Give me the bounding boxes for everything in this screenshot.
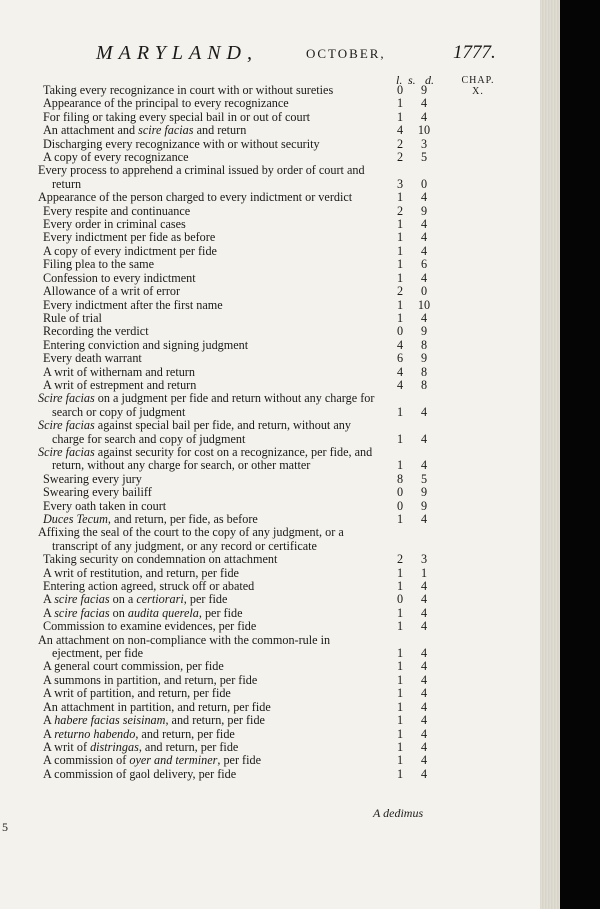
fee-item-text: Every respite and continuance: [43, 203, 191, 218]
fee-shillings: 0: [396, 485, 404, 500]
fee-pence: 10: [417, 123, 431, 138]
fee-shillings: 1: [396, 109, 404, 124]
fee-row: [0, 687, 540, 700]
fee-shillings: 1: [396, 190, 404, 205]
fee-row: [0, 714, 540, 727]
fee-row: [0, 164, 540, 191]
fee-pence: 4: [420, 619, 428, 634]
fee-row: [0, 84, 540, 97]
fee-shillings: 1: [396, 217, 404, 232]
fee-item-text: An attachment and scire facias and return: [43, 123, 247, 138]
fee-item-text: A writ of estrepment and return: [43, 377, 197, 392]
fee-row: [0, 325, 540, 338]
header-year: 1777.: [453, 42, 496, 63]
fee-pence: 4: [420, 512, 428, 526]
fee-shillings: 1: [396, 96, 404, 111]
fee-pence: 4: [420, 96, 428, 111]
fee-table: [0, 84, 540, 781]
fee-pence: 4: [420, 659, 428, 674]
column-head-pounds: l.: [396, 73, 403, 87]
fee-shillings: 1: [396, 297, 404, 312]
fee-row: [0, 593, 540, 606]
fee-row: [0, 299, 540, 312]
fee-item-text: A writ of restitution, and return, per fide: [43, 565, 239, 580]
fee-pence: 4: [420, 431, 428, 446]
fee-item-text: Every death warrant: [43, 351, 142, 366]
catchword: A dedimus: [373, 806, 424, 820]
fee-shillings: 1: [396, 310, 404, 325]
fee-pence: 0: [420, 284, 428, 299]
fee-row: [0, 701, 540, 714]
fee-row: [0, 754, 540, 767]
column-head-shillings: s.: [408, 73, 416, 87]
fee-shillings: 4: [396, 337, 404, 352]
fee-item-text: A scire facias on audita querela, per fide: [43, 605, 243, 620]
fee-shillings: 1: [396, 699, 404, 714]
fee-shillings: 6: [396, 351, 404, 366]
fee-shillings: 1: [396, 726, 404, 741]
fee-pence: 4: [420, 592, 428, 607]
fee-item-text: A habere facias seisinam, and return, per fide: [43, 713, 265, 728]
fee-shillings: 1: [396, 646, 404, 661]
fee-item-text: Discharging every recognizance with or without security: [43, 136, 320, 151]
fee-item-text: Commission to examine evidences, per fide: [43, 619, 257, 634]
fee-pence: 9: [420, 83, 428, 97]
fee-pence: 9: [420, 351, 428, 366]
fee-shillings: 1: [396, 458, 404, 473]
fee-pence: 0: [420, 176, 428, 191]
fee-shillings: 0: [396, 498, 404, 513]
fee-pence: 4: [420, 270, 428, 285]
fee-pence: 4: [420, 404, 428, 419]
fee-row: [0, 111, 540, 124]
fee-pence: 4: [420, 713, 428, 728]
fee-row: [0, 728, 540, 741]
fee-shillings: 2: [396, 203, 404, 218]
running-header: [96, 42, 496, 68]
fee-row: [0, 379, 540, 392]
fee-item-text: A writ of distringas, and return, per fide: [43, 739, 239, 754]
column-head-pence: d.: [425, 73, 434, 87]
fee-row: [0, 567, 540, 580]
fee-shillings: 2: [396, 552, 404, 567]
fee-item-text: Taking every recognizance in court with or without sureties: [43, 83, 334, 97]
fee-pence: 10: [417, 297, 431, 312]
fee-item-text: A summons in partition, and return, per fide: [43, 672, 258, 687]
fee-row: [0, 620, 540, 633]
fee-pence: 4: [420, 672, 428, 687]
fee-shillings: 1: [396, 243, 404, 258]
fee-pence: 8: [420, 337, 428, 352]
fee-item-text: A commission of oyer and terminer, per fide: [43, 753, 262, 768]
fee-shillings: 8: [396, 471, 404, 486]
fee-row: [0, 151, 540, 164]
fee-row: [0, 124, 540, 137]
fee-pence: 4: [420, 753, 428, 768]
fee-row: [0, 218, 540, 231]
fee-shillings: 1: [396, 270, 404, 285]
fee-row: [0, 674, 540, 687]
fee-item-text: Taking security on condemnation on attachment: [43, 552, 278, 567]
fee-shillings: 0: [396, 83, 404, 97]
fee-pence: 4: [420, 243, 428, 258]
fee-shillings: 1: [396, 431, 404, 446]
fee-shillings: 1: [396, 686, 404, 701]
fee-shillings: 0: [396, 592, 404, 607]
fee-pence: 4: [420, 726, 428, 741]
fee-item-text: Every order in criminal cases: [43, 217, 186, 232]
fee-item-text: Swearing every bailiff: [43, 485, 152, 500]
fee-item-text: Entering conviction and signing judgment: [43, 337, 249, 352]
fee-pence: 4: [420, 109, 428, 124]
fee-row: [0, 285, 540, 298]
fee-shillings: 1: [396, 672, 404, 687]
fee-item-text: Scire facias against special bail per fide, and return, without any charge for search and copy of judgment: [38, 418, 351, 446]
fee-shillings: 2: [396, 284, 404, 299]
fee-row: [0, 660, 540, 673]
fee-pence: 6: [420, 257, 428, 272]
fee-pence: 4: [420, 190, 428, 205]
fee-shillings: 1: [396, 565, 404, 580]
fee-row: [0, 486, 540, 499]
fee-pence: 1: [420, 565, 428, 580]
fee-shillings: 1: [396, 766, 404, 781]
fee-pence: 4: [420, 310, 428, 325]
fee-shillings: 4: [396, 123, 404, 138]
fee-item-text: A copy of every indictment per fide: [43, 243, 217, 258]
fee-item-text: Entering action agreed, struck off or abated: [43, 579, 255, 594]
fee-pence: 4: [420, 605, 428, 620]
fee-row: [0, 392, 540, 419]
fee-row: [0, 580, 540, 593]
fee-row: [0, 231, 540, 244]
fee-pence: 4: [420, 230, 428, 245]
fee-item-text: Every indictment after the first name: [43, 297, 223, 312]
fee-row: [0, 366, 540, 379]
fee-row: [0, 526, 540, 553]
fee-item-text: An attachment in partition, and return, per fide: [43, 699, 271, 714]
fee-row: [0, 97, 540, 110]
fee-pence: 9: [420, 498, 428, 513]
fee-row: [0, 500, 540, 513]
fee-pence: 4: [420, 217, 428, 232]
fee-pence: 4: [420, 686, 428, 701]
fee-row: [0, 352, 540, 365]
fee-pence: 4: [420, 579, 428, 594]
fee-shillings: 4: [396, 364, 404, 379]
fee-shillings: 1: [396, 713, 404, 728]
fee-item-text: Appearance of the person charged to every indictment or verdict: [38, 190, 353, 205]
fee-item-text: Confession to every indictment: [43, 270, 196, 285]
fee-shillings: 1: [396, 753, 404, 768]
fee-pence: 4: [420, 766, 428, 781]
page-edge: [540, 0, 560, 909]
fee-item-text: A general court commission, per fide: [43, 659, 224, 674]
fee-row: [0, 741, 540, 754]
fee-row: [0, 607, 540, 620]
fee-item-text: For filing or taking every special bail in or out of court: [43, 109, 311, 124]
fee-shillings: 1: [396, 739, 404, 754]
fee-row: [0, 258, 540, 271]
fee-row: [0, 312, 540, 325]
scan-border: [560, 0, 600, 909]
fee-pence: 5: [420, 471, 428, 486]
fee-item-text: A commission of gaol delivery, per fide: [43, 766, 237, 781]
fee-shillings: 1: [396, 404, 404, 419]
fee-shillings: 3: [396, 176, 404, 191]
fee-item-text: Recording the verdict: [43, 324, 149, 339]
fee-shillings: 0: [396, 324, 404, 339]
fee-item-text: A writ of partition, and return, per fide: [43, 686, 231, 701]
fee-shillings: 2: [396, 150, 404, 165]
fee-item-text: Every oath taken in court: [43, 498, 167, 513]
fee-row: [0, 553, 540, 566]
fee-shillings: 1: [396, 257, 404, 272]
fee-item-text: A copy of every recognizance: [43, 150, 189, 165]
fee-pence: 8: [420, 364, 428, 379]
fee-pence: 4: [420, 646, 428, 661]
fee-item-text: A scire facias on a certiorari, per fide: [43, 592, 228, 607]
fee-item-text: An attachment on non-compliance with the common-rule in ejectment, per fide: [38, 632, 331, 661]
fee-item-text: Every indictment per fide as before: [43, 230, 216, 245]
fee-pence: 8: [420, 377, 428, 392]
fee-row: [0, 419, 540, 446]
fee-pence: 4: [420, 739, 428, 754]
margin-chap-label: CHAP.: [461, 75, 495, 86]
fee-row: [0, 205, 540, 218]
fee-shillings: 1: [396, 605, 404, 620]
fee-pence: 9: [420, 203, 428, 218]
fee-row: [0, 768, 540, 781]
fee-row: [0, 634, 540, 661]
header-state: MARYLAND,: [96, 42, 258, 64]
fee-item-text: Allowance of a writ of error: [43, 284, 181, 299]
fee-item-text: Every process to apprehend a criminal issued by order of court and return: [38, 163, 365, 191]
fee-item-text: Duces Tecum, and return, per fide, as before: [43, 512, 258, 526]
fee-item-text: Scire facias against security for cost on a recognizance, per fide, and return, without any charge for search, or other matter: [38, 444, 373, 473]
fee-item-text: Scire facias on a judgment per fide and return without any charge for search or copy of judgment: [38, 391, 375, 419]
fee-shillings: 2: [396, 136, 404, 151]
fee-pence: 9: [420, 324, 428, 339]
fee-pence: 5: [420, 150, 428, 165]
fee-row: [0, 446, 540, 473]
fee-item-text: Affixing the seal of the court to the copy of any judgment, or a transcript of any judgment, or any record or certificate: [38, 525, 344, 553]
margin-chap-number: X.: [472, 86, 484, 97]
fee-pence: 3: [420, 136, 428, 151]
fee-row: [0, 245, 540, 258]
fee-row: [0, 513, 540, 526]
fee-row: [0, 191, 540, 204]
fee-row: [0, 339, 540, 352]
fee-pence: 9: [420, 485, 428, 500]
fee-shillings: 1: [396, 659, 404, 674]
fee-item-text: A returno habendo, and return, per fide: [43, 726, 235, 741]
fee-item-text: Rule of trial: [43, 310, 102, 325]
fee-shillings: 4: [396, 377, 404, 392]
fee-shillings: 1: [396, 512, 404, 526]
fee-item-text: A writ of withernam and return: [43, 364, 195, 379]
fee-shillings: 1: [396, 579, 404, 594]
fee-shillings: 1: [396, 619, 404, 634]
fee-pence: 4: [420, 699, 428, 714]
fee-pence: 4: [420, 458, 428, 473]
fee-item-text: Filing plea to the same: [43, 257, 155, 272]
fee-item-text: Swearing every jury: [43, 471, 142, 486]
fee-pence: 3: [420, 552, 428, 567]
header-month: OCTOBER,: [306, 46, 386, 61]
fee-row: [0, 138, 540, 151]
fee-row: [0, 272, 540, 285]
fee-row: [0, 473, 540, 486]
fee-shillings: 1: [396, 230, 404, 245]
gutter-mark: 5: [2, 820, 8, 834]
fee-item-text: Appearance of the principal to every recognizance: [43, 96, 289, 111]
